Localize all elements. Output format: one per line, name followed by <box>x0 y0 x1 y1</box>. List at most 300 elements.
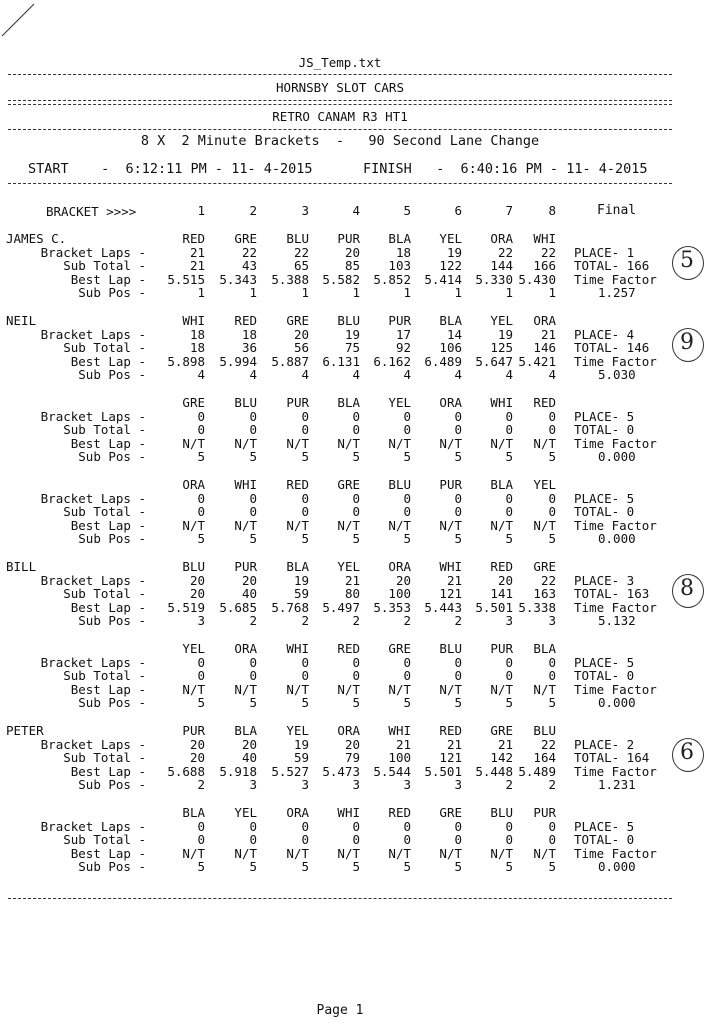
sub-pos-value: 4 <box>548 367 556 383</box>
row-label-best-lap: Best Lap - <box>70 271 146 287</box>
final-header: Final <box>597 203 637 218</box>
best-lap-value: N/T <box>439 845 462 861</box>
bracket-number: 3 <box>301 203 309 218</box>
sub-pos-value: 3 <box>249 777 257 793</box>
bracket-laps-value: 0 <box>548 654 556 670</box>
sub-total-value: 0 <box>548 832 556 848</box>
bracket-laps-value: 0 <box>548 818 556 834</box>
bracket-laps-value: 19 <box>497 326 513 342</box>
handwritten-note: 9 <box>680 330 694 355</box>
sub-total-value: 0 <box>352 832 360 848</box>
bracket-laps-value: 0 <box>403 818 411 834</box>
best-lap-value: N/T <box>490 681 513 697</box>
best-lap-value: N/T <box>533 517 556 533</box>
sub-pos-value: 5 <box>548 531 556 547</box>
sub-pos-value: 5 <box>454 531 462 547</box>
sub-total-value: 0 <box>352 504 360 520</box>
sub-total-value: 103 <box>388 258 411 274</box>
best-lap-value: 5.527 <box>271 763 309 779</box>
sub-pos-value: 5 <box>403 695 411 711</box>
lane-color: WHI <box>439 559 462 574</box>
bracket-laps-value: 0 <box>197 408 205 424</box>
time-factor-value: 1.231 <box>598 777 636 793</box>
total-value: TOTAL- 163 <box>574 586 650 602</box>
time-factor-label: Time Factor <box>574 435 657 451</box>
row-label-bracket-laps: Bracket Laps - <box>40 818 146 834</box>
lane-color: GRE <box>490 723 513 738</box>
sub-pos-value: 5 <box>505 859 513 875</box>
lane-color: BLA <box>182 805 205 820</box>
row-label-sub-pos: Sub Pos - <box>78 367 146 383</box>
row-label-sub-total: Sub Total - <box>63 258 146 274</box>
lane-color: ORA <box>234 641 257 656</box>
best-lap-value: N/T <box>439 517 462 533</box>
time-factor-label: Time Factor <box>574 353 657 369</box>
lane-color: PUR <box>439 477 462 492</box>
sub-total-value: 0 <box>454 668 462 684</box>
place-value: PLACE- 3 <box>574 572 635 588</box>
bracket-laps-value: 0 <box>403 654 411 670</box>
bracket-laps-value: 0 <box>505 408 513 424</box>
sub-pos-value: 5 <box>505 531 513 547</box>
page-footer: Page 1 <box>316 1003 364 1018</box>
bracket-laps-value: 0 <box>197 818 205 834</box>
lane-color: WHI <box>533 231 556 246</box>
best-lap-value: 5.918 <box>219 763 257 779</box>
bracket-laps-value: 0 <box>548 490 556 506</box>
sub-pos-value: 5 <box>548 859 556 875</box>
divider <box>8 183 672 184</box>
bracket-laps-value: 0 <box>454 654 462 670</box>
lane-color: BLA <box>533 641 556 656</box>
sub-pos-value: 5 <box>301 859 309 875</box>
best-lap-value: N/T <box>182 681 205 697</box>
bracket-laps-value: 20 <box>344 244 360 260</box>
best-lap-value: 5.994 <box>219 353 257 369</box>
best-lap-value: 5.448 <box>475 763 513 779</box>
divider <box>8 104 672 105</box>
lane-color: RED <box>182 231 205 246</box>
lane-color: GRE <box>388 641 411 656</box>
sub-total-value: 146 <box>533 340 556 356</box>
file-title: JS_Temp.txt <box>298 55 382 70</box>
lane-color: WHI <box>388 723 411 738</box>
time-factor-value: 0.000 <box>598 695 636 711</box>
best-lap-value: N/T <box>533 681 556 697</box>
lane-color: ORA <box>182 477 205 492</box>
sub-total-value: 59 <box>293 750 309 766</box>
bracket-laps-value: 0 <box>403 408 411 424</box>
lane-color: GRE <box>286 313 309 328</box>
sub-pos-value: 4 <box>301 367 309 383</box>
sub-pos-value: 5 <box>301 449 309 465</box>
row-label-best-lap: Best Lap - <box>70 845 146 861</box>
row-label-sub-total: Sub Total - <box>63 668 146 684</box>
sub-total-value: 141 <box>490 586 513 602</box>
sub-pos-value: 1 <box>301 285 309 301</box>
sub-pos-value: 4 <box>454 367 462 383</box>
lane-color: GRE <box>533 559 556 574</box>
best-lap-value: N/T <box>439 681 462 697</box>
bracket-laps-value: 19 <box>446 244 462 260</box>
best-lap-value: 5.685 <box>219 599 257 615</box>
bracket-laps-value: 20 <box>497 572 513 588</box>
row-label-sub-total: Sub Total - <box>63 586 146 602</box>
bracket-laps-value: 0 <box>505 654 513 670</box>
bracket-laps-value: 21 <box>395 736 411 752</box>
lane-color: YEL <box>439 231 462 246</box>
lane-color: WHI <box>182 313 205 328</box>
sub-pos-value: 1 <box>548 285 556 301</box>
row-label-best-lap: Best Lap - <box>70 353 146 369</box>
bracket-laps-value: 20 <box>293 326 309 342</box>
sub-total-value: 0 <box>301 668 309 684</box>
sub-total-value: 100 <box>388 586 411 602</box>
bracket-laps-value: 0 <box>454 818 462 834</box>
sub-pos-value: 5 <box>249 449 257 465</box>
best-lap-value: N/T <box>234 845 257 861</box>
row-label-sub-pos: Sub Pos - <box>78 531 146 547</box>
total-value: TOTAL- 164 <box>574 750 650 766</box>
racer-name: BILL <box>6 559 37 574</box>
sub-pos-value: 4 <box>403 367 411 383</box>
place-value: PLACE- 5 <box>574 490 635 506</box>
bracket-number: 2 <box>249 203 257 218</box>
best-lap-value: N/T <box>234 681 257 697</box>
lane-color: GRE <box>182 395 205 410</box>
divider <box>8 74 672 75</box>
best-lap-value: N/T <box>286 681 309 697</box>
lane-color: BLA <box>388 231 411 246</box>
sub-total-value: 142 <box>490 750 513 766</box>
sub-pos-value: 5 <box>197 695 205 711</box>
start-time: START - 6:12:11 PM - 11- 4-2015 <box>28 161 313 177</box>
time-factor-value: 0.000 <box>598 531 636 547</box>
bracket-laps-value: 20 <box>189 736 205 752</box>
bracket-laps-value: 0 <box>352 408 360 424</box>
sub-total-value: 125 <box>490 340 513 356</box>
bracket-laps-value: 22 <box>241 244 257 260</box>
time-factor-label: Time Factor <box>574 517 657 533</box>
lane-color: BLA <box>286 559 309 574</box>
best-lap-value: N/T <box>234 517 257 533</box>
sub-pos-value: 4 <box>249 367 257 383</box>
sub-total-value: 21 <box>189 258 205 274</box>
sub-pos-value: 2 <box>301 613 309 629</box>
lane-color: YEL <box>533 477 556 492</box>
row-label-bracket-laps: Bracket Laps - <box>40 490 146 506</box>
club-name: HORNSBY SLOT CARS <box>276 80 404 95</box>
time-factor-label: Time Factor <box>574 271 657 287</box>
bracket-laps-value: 0 <box>197 654 205 670</box>
bracket-laps-value: 0 <box>301 818 309 834</box>
best-lap-value: 5.501 <box>475 599 513 615</box>
sub-total-value: 0 <box>505 504 513 520</box>
lane-color: PUR <box>533 805 556 820</box>
sub-pos-value: 5 <box>249 695 257 711</box>
best-lap-value: N/T <box>490 845 513 861</box>
lane-color: BLA <box>490 477 513 492</box>
best-lap-value: 5.582 <box>322 271 360 287</box>
bracket-laps-value: 18 <box>189 326 205 342</box>
row-label-bracket-laps: Bracket Laps - <box>40 572 146 588</box>
lane-color: YEL <box>286 723 309 738</box>
bracket-laps-value: 18 <box>395 244 411 260</box>
time-factor-value: 5.132 <box>598 613 636 629</box>
sub-pos-value: 5 <box>249 531 257 547</box>
sub-total-value: 40 <box>241 750 257 766</box>
lane-color: YEL <box>337 559 360 574</box>
best-lap-value: N/T <box>337 435 360 451</box>
row-label-bracket-laps: Bracket Laps - <box>40 408 146 424</box>
sub-pos-value: 2 <box>403 613 411 629</box>
sub-total-value: 20 <box>189 586 205 602</box>
best-lap-value: N/T <box>286 435 309 451</box>
total-value: TOTAL- 0 <box>574 832 635 848</box>
sub-pos-value: 1 <box>197 285 205 301</box>
lane-color: WHI <box>490 395 513 410</box>
sub-pos-value: 2 <box>197 777 205 793</box>
sub-pos-value: 1 <box>249 285 257 301</box>
time-factor-value: 5.030 <box>598 367 636 383</box>
sub-total-value: 85 <box>344 258 360 274</box>
sub-pos-value: 5 <box>249 859 257 875</box>
sub-pos-value: 3 <box>403 777 411 793</box>
lane-color: ORA <box>490 231 513 246</box>
sub-pos-value: 2 <box>548 777 556 793</box>
bracket-laps-value: 20 <box>344 736 360 752</box>
divider <box>8 129 672 130</box>
lane-color: RED <box>234 313 257 328</box>
lane-color: GRE <box>337 477 360 492</box>
best-lap-value: N/T <box>490 435 513 451</box>
bracket-laps-value: 19 <box>293 736 309 752</box>
best-lap-value: N/T <box>182 517 205 533</box>
sub-total-value: 0 <box>505 832 513 848</box>
bracket-laps-value: 21 <box>540 326 556 342</box>
best-lap-value: N/T <box>182 845 205 861</box>
time-factor-value: 1.257 <box>598 285 636 301</box>
bracket-laps-value: 0 <box>249 490 257 506</box>
row-label-sub-pos: Sub Pos - <box>78 859 146 875</box>
bracket-laps-value: 21 <box>446 736 462 752</box>
sub-total-value: 75 <box>344 340 360 356</box>
lane-color: WHI <box>286 641 309 656</box>
time-factor-value: 0.000 <box>598 859 636 875</box>
bracket-header: BRACKET >>>> <box>46 204 137 219</box>
bracket-laps-value: 19 <box>293 572 309 588</box>
sub-pos-value: 5 <box>352 695 360 711</box>
sub-total-value: 0 <box>249 422 257 438</box>
sub-total-value: 164 <box>533 750 556 766</box>
sub-total-value: 36 <box>241 340 257 356</box>
divider <box>8 898 672 899</box>
bracket-laps-value: 22 <box>540 736 556 752</box>
best-lap-value: 5.519 <box>167 599 205 615</box>
sub-total-value: 92 <box>395 340 411 356</box>
place-value: PLACE- 4 <box>574 326 635 342</box>
sub-pos-value: 1 <box>505 285 513 301</box>
pen-stroke-mark <box>0 0 40 40</box>
sub-pos-value: 5 <box>352 531 360 547</box>
lane-color: BLU <box>439 641 462 656</box>
bracket-laps-value: 0 <box>352 490 360 506</box>
bracket-laps-value: 20 <box>189 572 205 588</box>
sub-pos-value: 3 <box>548 613 556 629</box>
lane-color: BLU <box>533 723 556 738</box>
best-lap-value: 5.414 <box>424 271 462 287</box>
sub-total-value: 0 <box>505 422 513 438</box>
sub-total-value: 0 <box>197 832 205 848</box>
best-lap-value: N/T <box>533 435 556 451</box>
sub-pos-value: 4 <box>505 367 513 383</box>
sub-pos-value: 2 <box>454 613 462 629</box>
sub-total-value: 43 <box>241 258 257 274</box>
lane-color: BLU <box>388 477 411 492</box>
best-lap-value: 5.497 <box>322 599 360 615</box>
bracket-laps-value: 21 <box>497 736 513 752</box>
sub-total-value: 0 <box>352 668 360 684</box>
lane-color: BLU <box>286 231 309 246</box>
handwritten-note: 5 <box>680 248 694 273</box>
lane-color: PUR <box>490 641 513 656</box>
sub-total-value: 40 <box>241 586 257 602</box>
row-label-sub-pos: Sub Pos - <box>78 695 146 711</box>
sub-total-value: 0 <box>403 504 411 520</box>
sub-pos-value: 3 <box>352 777 360 793</box>
lane-color: PUR <box>234 559 257 574</box>
best-lap-value: 5.768 <box>271 599 309 615</box>
sub-total-value: 121 <box>439 586 462 602</box>
place-value: PLACE- 2 <box>574 736 635 752</box>
row-label-sub-total: Sub Total - <box>63 504 146 520</box>
bracket-laps-value: 0 <box>505 490 513 506</box>
sub-total-value: 0 <box>301 832 309 848</box>
sub-total-value: 0 <box>505 668 513 684</box>
bracket-laps-value: 0 <box>454 408 462 424</box>
sub-total-value: 0 <box>249 668 257 684</box>
bracket-laps-value: 0 <box>249 408 257 424</box>
lane-color: BLA <box>234 723 257 738</box>
sub-pos-value: 5 <box>505 695 513 711</box>
row-label-best-lap: Best Lap - <box>70 763 146 779</box>
row-label-best-lap: Best Lap - <box>70 599 146 615</box>
sub-total-value: 79 <box>344 750 360 766</box>
best-lap-value: 5.353 <box>373 599 411 615</box>
handwritten-note: 8 <box>680 576 694 601</box>
row-label-sub-total: Sub Total - <box>63 750 146 766</box>
lane-color: RED <box>286 477 309 492</box>
row-label-bracket-laps: Bracket Laps - <box>40 654 146 670</box>
time-factor-label: Time Factor <box>574 763 657 779</box>
place-value: PLACE- 5 <box>574 818 635 834</box>
lane-color: ORA <box>533 313 556 328</box>
lane-color: PUR <box>286 395 309 410</box>
sub-pos-value: 5 <box>454 695 462 711</box>
sub-pos-value: 3 <box>197 613 205 629</box>
bracket-number: 6 <box>454 203 462 218</box>
row-label-bracket-laps: Bracket Laps - <box>40 326 146 342</box>
lane-color: BLU <box>337 313 360 328</box>
best-lap-value: 5.898 <box>167 353 205 369</box>
sub-pos-value: 5 <box>352 859 360 875</box>
total-value: TOTAL- 146 <box>574 340 650 356</box>
sub-total-value: 121 <box>439 750 462 766</box>
sub-total-value: 18 <box>189 340 205 356</box>
bracket-laps-value: 18 <box>241 326 257 342</box>
sub-total-value: 0 <box>197 504 205 520</box>
sub-pos-value: 2 <box>352 613 360 629</box>
time-factor-label: Time Factor <box>574 681 657 697</box>
bracket-laps-value: 21 <box>344 572 360 588</box>
lane-color: PUR <box>337 231 360 246</box>
bracket-laps-value: 0 <box>301 408 309 424</box>
best-lap-value: 6.131 <box>322 353 360 369</box>
sub-pos-value: 1 <box>403 285 411 301</box>
time-factor-label: Time Factor <box>574 845 657 861</box>
bracket-number: 5 <box>403 203 411 218</box>
best-lap-value: N/T <box>439 435 462 451</box>
time-factor-value: 0.000 <box>598 449 636 465</box>
sub-total-value: 20 <box>189 750 205 766</box>
best-lap-value: 5.647 <box>475 353 513 369</box>
row-label-bracket-laps: Bracket Laps - <box>40 736 146 752</box>
sub-pos-value: 4 <box>352 367 360 383</box>
sub-pos-value: 1 <box>352 285 360 301</box>
bracket-laps-value: 0 <box>352 654 360 670</box>
lane-color: RED <box>490 559 513 574</box>
handwritten-note: 6 <box>680 740 694 765</box>
lane-color: RED <box>533 395 556 410</box>
bracket-laps-value: 20 <box>241 736 257 752</box>
best-lap-value: 5.489 <box>518 763 556 779</box>
race-format: 8 X 2 Minute Brackets - 90 Second Lane Change <box>140 133 540 149</box>
divider <box>8 100 672 101</box>
best-lap-value: 5.887 <box>271 353 309 369</box>
bracket-laps-value: 0 <box>301 654 309 670</box>
bracket-laps-value: 0 <box>454 490 462 506</box>
lane-color: BLU <box>490 805 513 820</box>
sub-total-value: 0 <box>548 504 556 520</box>
total-value: TOTAL- 0 <box>574 422 635 438</box>
best-lap-value: 5.515 <box>167 271 205 287</box>
sub-pos-value: 5 <box>197 531 205 547</box>
bracket-laps-value: 20 <box>395 572 411 588</box>
sub-total-value: 0 <box>301 422 309 438</box>
racer-name: NEIL <box>6 313 37 328</box>
best-lap-value: N/T <box>337 845 360 861</box>
row-label-bracket-laps: Bracket Laps - <box>40 244 146 260</box>
best-lap-value: 5.338 <box>518 599 556 615</box>
best-lap-value: 5.388 <box>271 271 309 287</box>
sub-total-value: 0 <box>197 668 205 684</box>
sub-total-value: 0 <box>249 832 257 848</box>
sub-total-value: 0 <box>197 422 205 438</box>
sub-pos-value: 5 <box>454 449 462 465</box>
row-label-sub-pos: Sub Pos - <box>78 777 146 793</box>
sub-pos-value: 5 <box>548 695 556 711</box>
bracket-laps-value: 17 <box>395 326 411 342</box>
racer-name: PETER <box>6 723 44 738</box>
sub-total-value: 0 <box>352 422 360 438</box>
bracket-laps-value: 0 <box>197 490 205 506</box>
lane-color: ORA <box>388 559 411 574</box>
bracket-number: 1 <box>197 203 205 218</box>
sub-pos-value: 5 <box>197 859 205 875</box>
best-lap-value: 6.489 <box>424 353 462 369</box>
bracket-laps-value: 14 <box>446 326 462 342</box>
best-lap-value: N/T <box>337 517 360 533</box>
